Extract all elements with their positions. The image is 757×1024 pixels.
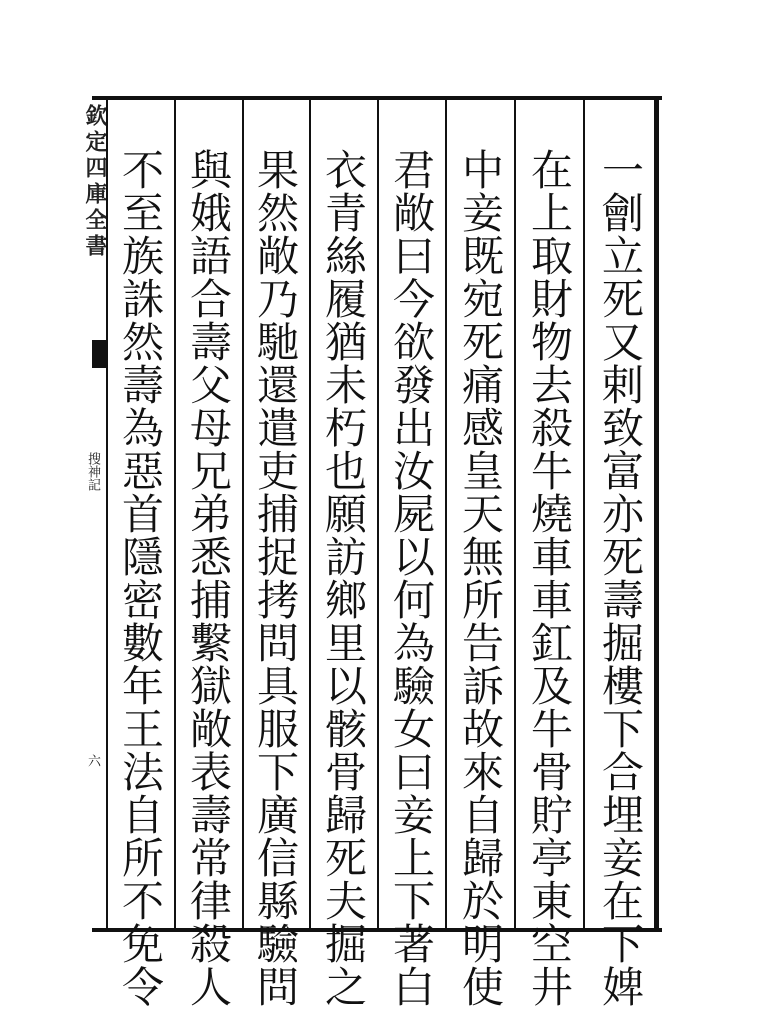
text-column-3	[445, 100, 514, 1008]
margin-page-number: 六	[85, 754, 100, 767]
text-column-1	[583, 100, 654, 1008]
text-column-4	[377, 100, 445, 1008]
column-text: 衣青絲履猶未朽也願訪鄉里以骸骨歸死夫掘之	[319, 148, 368, 1008]
margin-book-title: 欽定四庫全書	[82, 104, 108, 260]
fish-tail-mark	[92, 340, 106, 368]
column-text: 不至族誅然壽為惡首隱密數年王法自所不免令	[116, 148, 165, 1008]
column-text: 在上取財物去殺牛燒車車釭及牛骨貯亭東空井	[525, 148, 574, 1008]
column-text: 果然敞乃馳還遣吏捕捉拷問具服下廣信縣驗問	[251, 148, 300, 1008]
text-column-2	[514, 100, 583, 1008]
text-column-8	[106, 100, 174, 1008]
margin-section-title: 搜神記	[85, 452, 100, 491]
column-text: 一劊立死又剌致富亦死壽掘樓下合埋妾在下婢	[596, 148, 645, 1008]
text-column-6	[242, 100, 309, 1008]
column-text: 君敞曰今欲發出汝屍以何為驗女曰妾上下著白	[387, 148, 436, 1008]
text-column-5	[309, 100, 377, 1008]
frame-right-border	[654, 96, 659, 932]
text-column-7	[174, 100, 242, 1008]
column-text: 與娥語合壽父母兄弟悉捕繫獄敞表壽常律殺人	[184, 148, 233, 1008]
column-text: 中妾既宛死痛感皇天無所告訴故來自歸於明使	[456, 148, 505, 1008]
